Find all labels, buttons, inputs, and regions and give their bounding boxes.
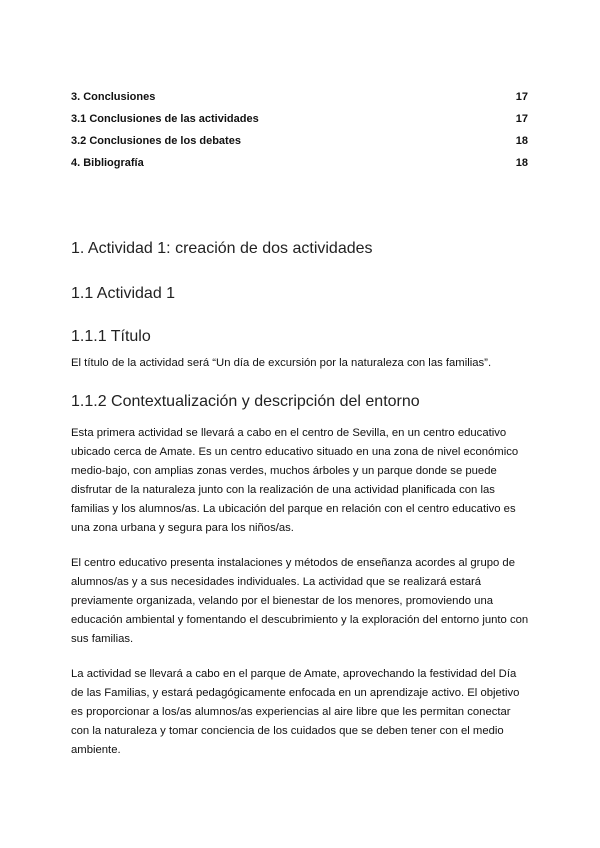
title-heading: 1.1.1 Título — [71, 328, 151, 345]
toc-entry — [71, 130, 528, 152]
toc-entry-label: 4. Bibliografía — [71, 157, 144, 169]
body-paragraph: Esta primera actividad se llevará a cabo en el centro de Sevilla, en un centro educativo ubicado cerca de Amate. Es un centro educativo situado en una zona de nivel económico medio-bajo, con amplias zonas verdes, muchos árboles y un parque donde se puede disfrutar de la naturaleza junto con la realización de una actividad planificada con las familias y los alumnos/as. La ubicación del parque en relación con el centro educativo es una zona urbana y segura para los niños/as. — [71, 427, 519, 534]
table-of-contents — [71, 86, 528, 174]
toc-entry-page: 18 — [515, 135, 528, 147]
toc-entry — [71, 86, 528, 108]
section-heading: 1. Actividad 1: creación de dos actividades — [71, 240, 373, 257]
title-paragraph: El título de la actividad será “Un día de excursión por la naturaleza con las familias”. — [71, 357, 492, 369]
toc-entry-label: 3. Conclusiones — [71, 91, 156, 103]
toc-entry-page: 17 — [515, 91, 528, 103]
toc-entry-page: 17 — [515, 113, 528, 125]
context-heading: 1.1.2 Contextualización y descripción del entorno — [71, 393, 420, 410]
toc-entry — [71, 108, 528, 130]
document-content — [71, 235, 531, 776]
toc-entry-label: 3.1 Conclusiones de las actividades — [71, 113, 259, 125]
toc-entry — [71, 152, 528, 174]
toc-entry-label: 3.2 Conclusiones de los debates — [71, 135, 241, 147]
toc-entry-page: 18 — [515, 157, 528, 169]
subsection-heading: 1.1 Actividad 1 — [71, 285, 176, 302]
body-paragraph: El centro educativo presenta instalaciones y métodos de enseñanza acordes al grupo de alumnos/as y a sus necesidades individuales. La actividad que se realizará estará previamente organizada, velando por el bienestar de los menores, promoviendo una educación ambiental y fomentando el descubrimiento y la exploración del entorno junto con sus familias. — [71, 557, 529, 645]
body-paragraph: La actividad se llevará a cabo en el parque de Amate, aprovechando la festividad del Día de las Familias, y estará pedagógicamente enfocada en un aprendizaje activo. El objetivo es proporcionar a los/as alumnos/as experiencias al aire libre que les permitan conectar con la naturaleza y tomar conciencia de los cuidados que se deben tener con el medio ambiente. — [71, 668, 520, 756]
